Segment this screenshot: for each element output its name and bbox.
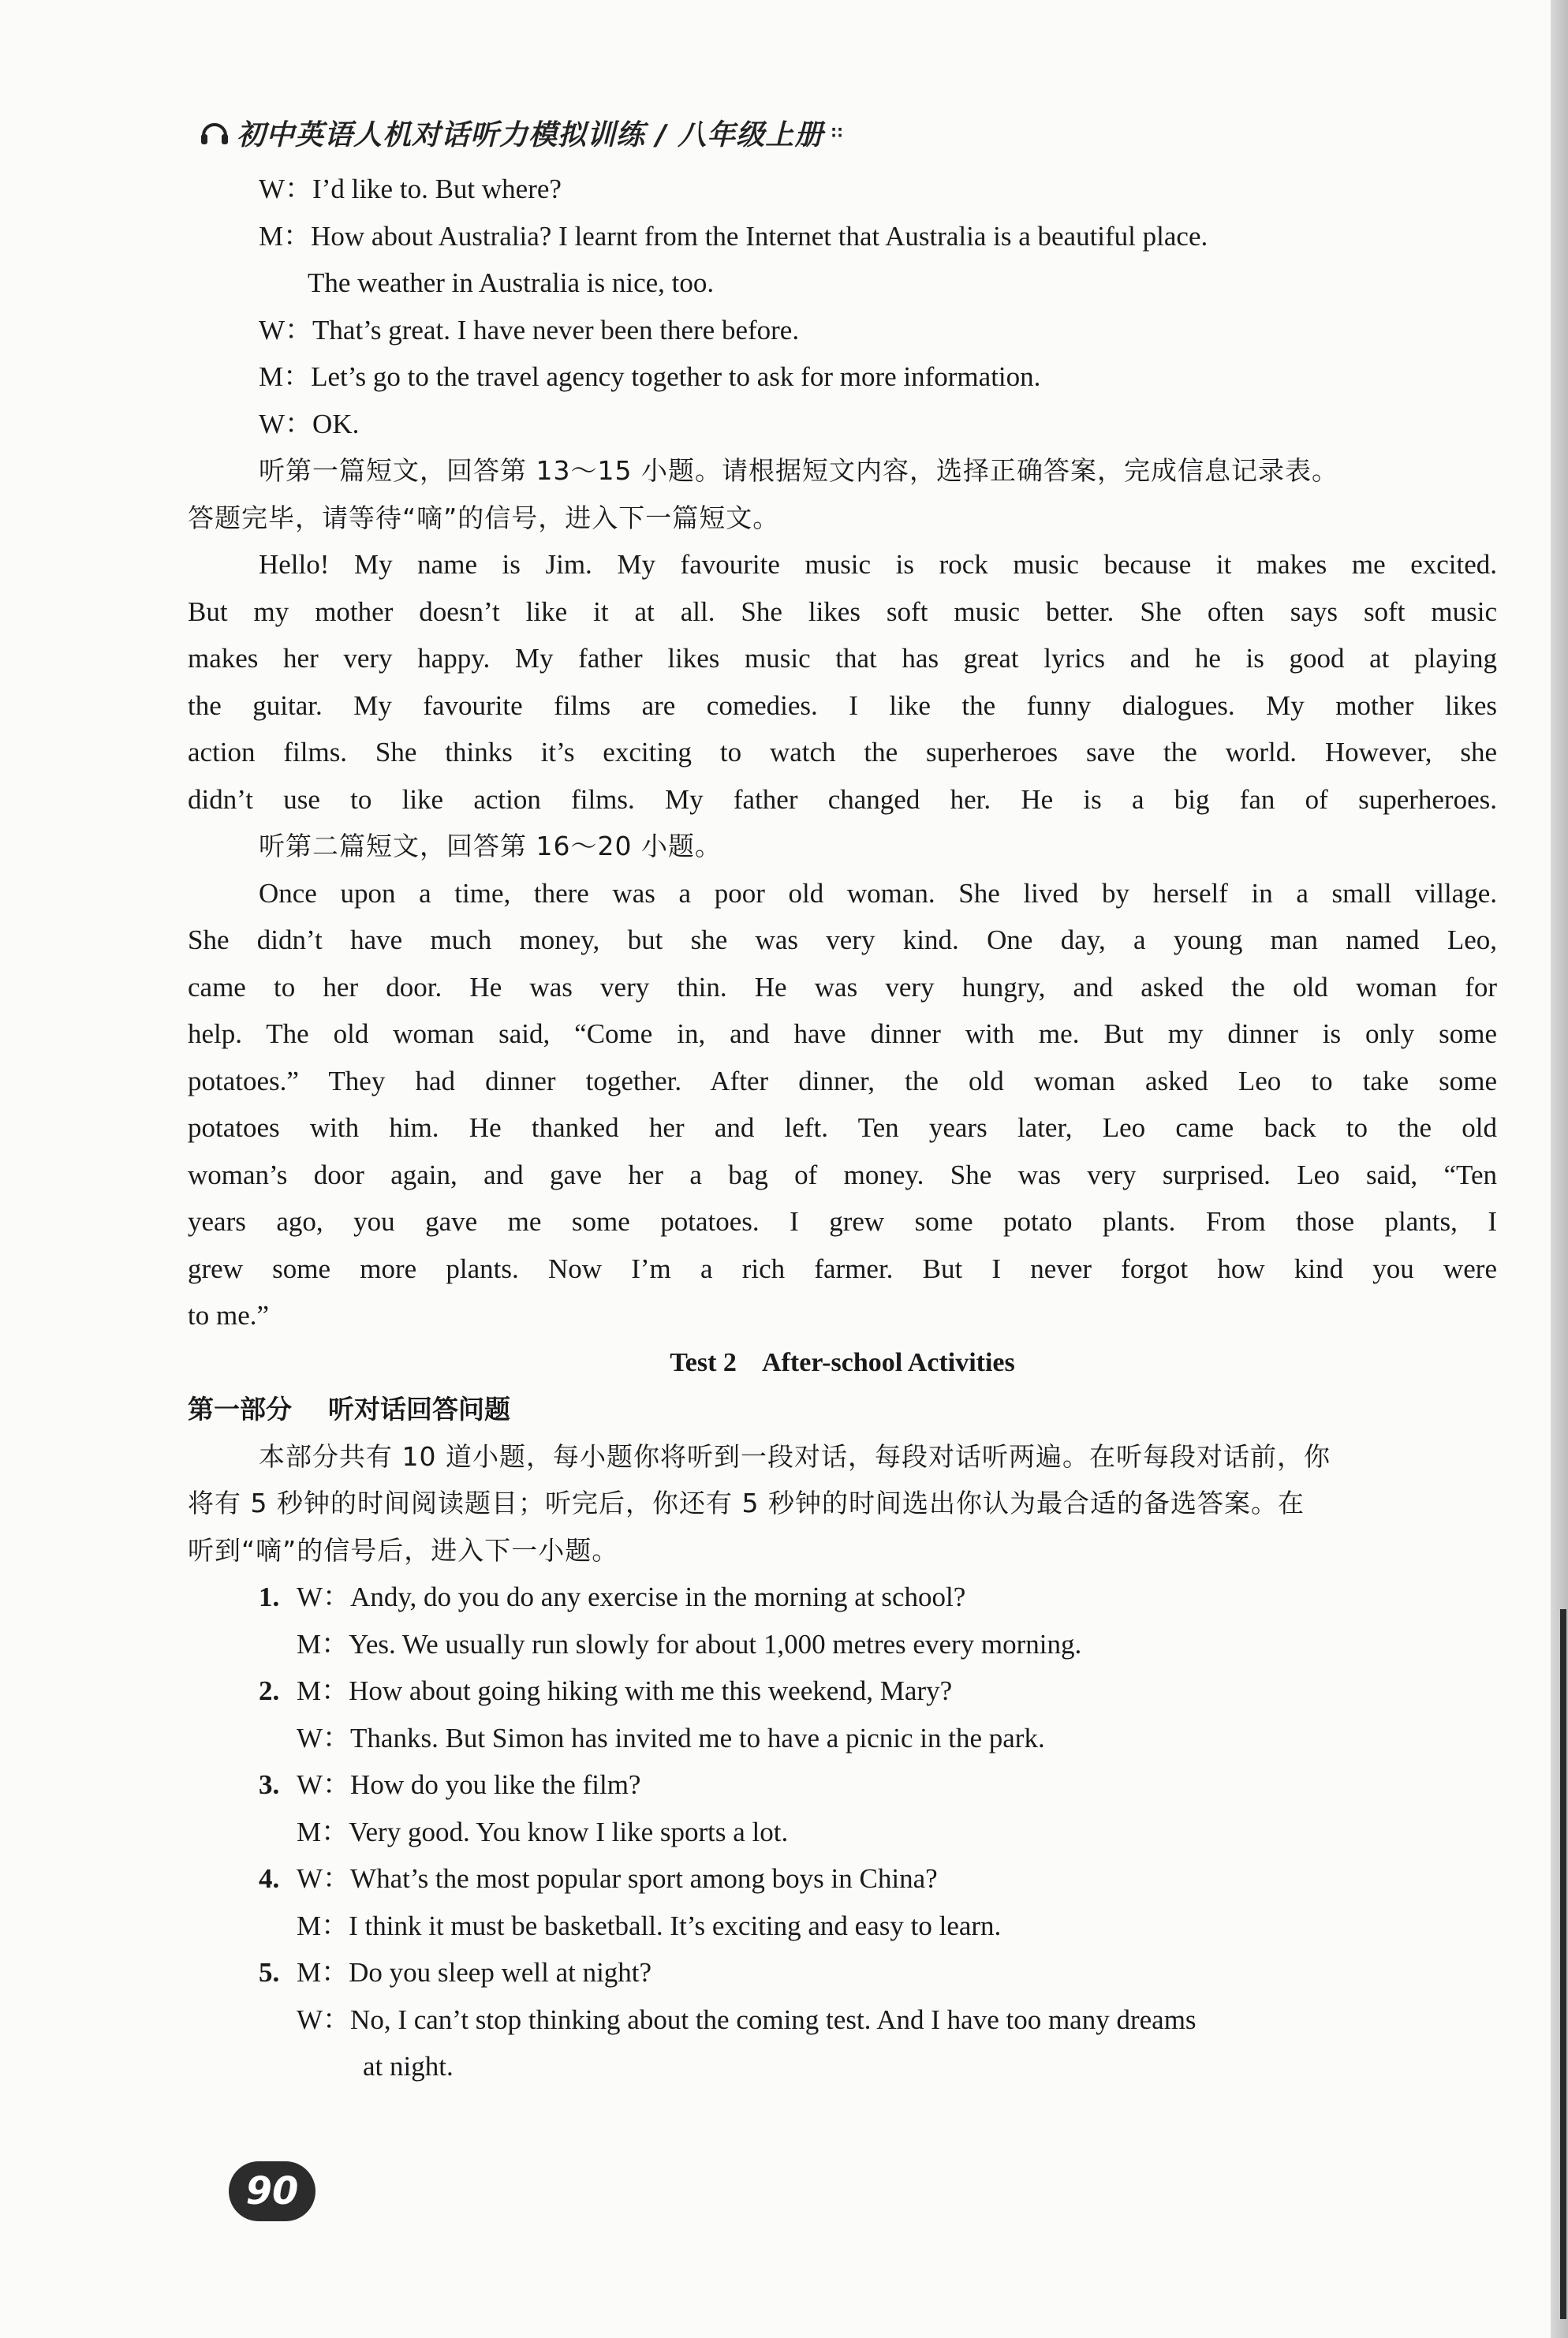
passage-line: help. The old woman said, “Come in, and have dinner with me. But my dinner is only some — [188, 1018, 1497, 1049]
headphones-icon — [199, 117, 230, 148]
question-1-line-2: M：Yes. We usually run slowly for about 1,000 metres every morning. — [297, 1628, 1082, 1660]
dialogue-line: M：Let’s go to the travel agency together to ask for more information. — [259, 361, 1041, 392]
passage-line: came to her door. He was very thin. He was very hungry, and asked the old woman for — [188, 971, 1497, 1003]
question-number: 5. — [259, 1957, 280, 1988]
dialogue-line-continued: The weather in Australia is nice, too. — [308, 267, 715, 298]
passage-line: years ago, you gave me some potatoes. I grew some potato plants. From those plants, I — [188, 1206, 1497, 1237]
passage-line: potatoes with him. He thanked her and left. Ten years later, Leo came back to the old — [188, 1112, 1497, 1143]
section-title: 第一部分 听对话回答问题 — [188, 1394, 510, 1425]
dialogue-line: W：I’d like to. But where? — [259, 174, 562, 204]
question-3-line-1: 3. W：How do you like the film? — [188, 1761, 1497, 1809]
header-decoration: ∷ — [831, 123, 844, 142]
section-instruction: 将有 5 秒钟的时间阅读题目；听完后，你还有 5 秒钟的时间选出你认为最合适的备选答案。在 — [188, 1488, 1305, 1518]
passage-line: Hello! My name is Jim. My favourite music is rock music because it makes me excited. — [259, 549, 1497, 580]
section-instruction: 本部分共有 10 道小题，每小题你将听到一段对话，每段对话听两遍。在听每段对话前，你 — [259, 1440, 1331, 1472]
question-3-line-2: M：Very good. You know I like sports a lot. — [297, 1816, 789, 1847]
question-4-line-2: M：I think it must be basketball. It’s exciting and easy to learn. — [297, 1910, 1002, 1941]
question-5-line-1: 5. M：Do you sleep well at night? — [188, 1949, 1497, 1996]
passage-line: to me.” — [188, 1300, 270, 1331]
passage-line: potatoes.” They had dinner together. After dinner, the old woman asked Leo to take some — [188, 1065, 1497, 1096]
passage-line: didn’t use to like action films. My father changed her. He is a big fan of superheroes. — [188, 783, 1497, 815]
question-5-line-3: at night. — [363, 2051, 454, 2082]
question-1-line-1: 1. W：Andy, do you do any exercise in the morning at school? — [188, 1574, 1497, 1621]
question-2-line-2: W：Thanks. But Simon has invited me to have a picnic in the park. — [297, 1722, 1045, 1754]
page-content — [188, 166, 1497, 2090]
question-number: 2. — [259, 1675, 280, 1706]
page-number: 90 — [229, 2161, 315, 2221]
question-number: 3. — [259, 1769, 280, 1800]
dialogue-line: W：OK. — [259, 408, 360, 439]
dialogue-line: M：How about Australia? I learnt from the Internet that Australia is a beautiful place. — [259, 220, 1208, 252]
question-5-line-2: W：No, I can’t stop thinking about the coming test. And I have too many dreams — [297, 2004, 1197, 2035]
passage-line: grew some more plants. Now I’m a rich farmer. But I never forgot how kind you were — [188, 1253, 1497, 1284]
section-instruction: 听到“嘀”的信号后，进入下一小题。 — [188, 1534, 619, 1566]
test-title: Test 2 After-school Activities — [670, 1347, 1015, 1377]
passage-instruction: 听第一篇短文，回答第 13～15 小题。请根据短文内容，选择正确答案，完成信息记录表。 — [259, 455, 1338, 486]
question-number: 1. — [259, 1582, 280, 1612]
header-title: 初中英语人机对话听力模拟训练 / 八年级上册 — [237, 118, 824, 151]
passage-line: woman’s door again, and gave her a bag of money. She was very surprised. Leo said, “Ten — [188, 1159, 1497, 1190]
running-header — [199, 109, 843, 156]
passage-line: Once upon a time, there was a poor old woman. She lived by herself in a small village. — [259, 877, 1497, 909]
question-4-line-1: 4. W：What’s the most popular sport among boys in China? — [188, 1855, 1497, 1903]
passage-line: the guitar. My favourite films are comedies. I like the funny dialogues. My mother likes — [188, 689, 1497, 721]
passage-line: makes her very happy. My father likes music that has great lyrics and he is good at playing — [188, 643, 1497, 674]
question-number: 4. — [259, 1863, 280, 1894]
question-2-line-1: 2. M：How about going hiking with me this weekend, Mary? — [188, 1668, 1497, 1715]
passage-instruction: 听第二篇短文，回答第 16～20 小题。 — [259, 831, 722, 861]
scan-edge-mark — [1560, 1609, 1566, 2319]
passage-line: But my mother doesn’t like it at all. She likes soft music better. She often says soft music — [188, 596, 1497, 627]
dialogue-line: W：That’s great. I have never been there before. — [259, 314, 800, 345]
passage-instruction: 答题完毕，请等待“嘀”的信号，进入下一篇短文。 — [188, 502, 780, 533]
passage-line: action films. She thinks it’s exciting to watch the superheroes save the world. However, she — [188, 737, 1497, 768]
passage-line: She didn’t have much money, but she was very kind. One day, a young man named Leo, — [188, 924, 1497, 955]
